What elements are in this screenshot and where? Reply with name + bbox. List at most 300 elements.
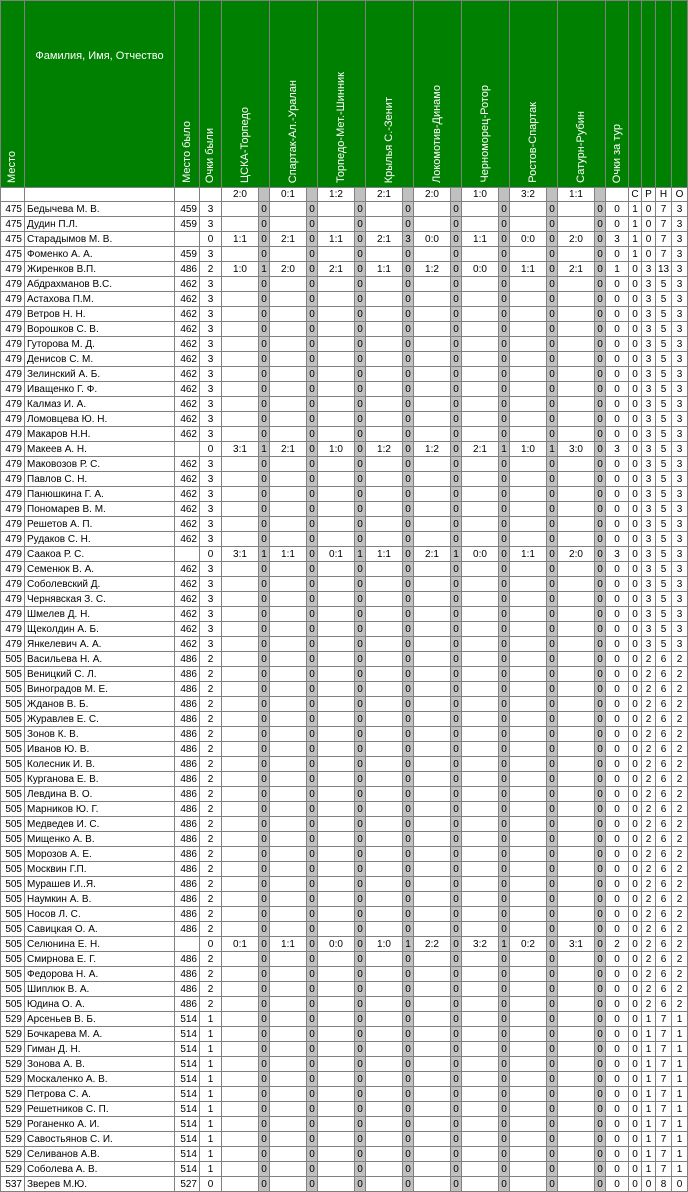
prediction-cell xyxy=(462,397,499,412)
match-points-cell: 0 xyxy=(451,652,462,667)
match-points-cell: 0 xyxy=(259,502,270,517)
place-before-cell: 514 xyxy=(175,1147,200,1162)
match-points-cell: 0 xyxy=(595,322,606,337)
match-points-cell: 0 xyxy=(403,637,414,652)
place-cell: 479 xyxy=(1,412,25,427)
match-points-cell: 0 xyxy=(547,922,558,937)
header-blank-2 xyxy=(642,1,656,188)
points-before-cell: 2 xyxy=(200,877,222,892)
match-points-cell: 0 xyxy=(355,1117,366,1132)
prediction-cell xyxy=(270,322,307,337)
p-cell: 3 xyxy=(642,397,656,412)
prediction-cell xyxy=(510,967,547,982)
name-cell: Гуторова М. Д. xyxy=(25,337,175,352)
match-points-cell: 0 xyxy=(595,787,606,802)
match-points-cell: 0 xyxy=(547,1102,558,1117)
points-before-cell: 2 xyxy=(200,862,222,877)
s-cell: 0 xyxy=(629,1177,642,1192)
name-cell: Морозов А. Е. xyxy=(25,847,175,862)
match-points-cell: 0 xyxy=(451,967,462,982)
place-cell: 505 xyxy=(1,712,25,727)
prediction-cell xyxy=(558,607,595,622)
o-cell: 2 xyxy=(672,922,688,937)
match-points-cell: 0 xyxy=(499,697,510,712)
table-row xyxy=(1,292,688,307)
points-before-cell: 2 xyxy=(200,757,222,772)
match-points-cell: 0 xyxy=(499,547,510,562)
o-cell: 1 xyxy=(672,1117,688,1132)
match-points-cell: 0 xyxy=(307,427,318,442)
match-points-cell: 0 xyxy=(499,532,510,547)
prediction-cell xyxy=(510,397,547,412)
match-points-cell: 0 xyxy=(259,217,270,232)
n-cell: 6 xyxy=(656,922,672,937)
place-cell: 479 xyxy=(1,517,25,532)
place-cell: 479 xyxy=(1,337,25,352)
match-points-cell: 0 xyxy=(451,217,462,232)
prediction-cell xyxy=(414,1072,451,1087)
header-points-before: Очки были xyxy=(200,1,222,188)
s-cell: 0 xyxy=(629,1057,642,1072)
match-points-cell: 0 xyxy=(403,652,414,667)
prediction-cell xyxy=(222,1147,259,1162)
place-cell: 529 xyxy=(1,1117,25,1132)
match-points-cell: 0 xyxy=(403,877,414,892)
prediction-cell xyxy=(270,757,307,772)
prediction-cell xyxy=(366,952,403,967)
match-points-cell: 0 xyxy=(259,982,270,997)
prediction-cell: 3:2 xyxy=(462,937,499,952)
n-cell: 5 xyxy=(656,592,672,607)
points-before-cell: 3 xyxy=(200,562,222,577)
match-points-cell: 1 xyxy=(403,937,414,952)
table-row xyxy=(1,1147,688,1162)
p-cell: 3 xyxy=(642,487,656,502)
o-cell: 2 xyxy=(672,682,688,697)
p-cell: 2 xyxy=(642,922,656,937)
p-cell: 2 xyxy=(642,667,656,682)
prediction-cell xyxy=(222,1027,259,1042)
n-cell: 5 xyxy=(656,322,672,337)
match-points-cell: 0 xyxy=(499,517,510,532)
name-cell: Роганенко А. И. xyxy=(25,1117,175,1132)
match-result: 0:1 xyxy=(270,188,307,202)
prediction-cell xyxy=(558,532,595,547)
name-cell: Медведев И. С. xyxy=(25,817,175,832)
match-points-cell: 0 xyxy=(355,352,366,367)
match-points-cell: 0 xyxy=(355,637,366,652)
prediction-cell xyxy=(462,382,499,397)
match-points-cell: 0 xyxy=(403,967,414,982)
match-points-cell: 0 xyxy=(547,1132,558,1147)
o-cell: 2 xyxy=(672,742,688,757)
prediction-cell xyxy=(558,787,595,802)
match-points-cell: 0 xyxy=(595,1057,606,1072)
o-cell: 1 xyxy=(672,1087,688,1102)
prediction-cell xyxy=(318,1147,355,1162)
match-points-cell: 0 xyxy=(307,1147,318,1162)
n-cell: 7 xyxy=(656,1087,672,1102)
match-points-cell: 0 xyxy=(259,607,270,622)
n-cell: 7 xyxy=(656,1057,672,1072)
o-cell: 3 xyxy=(672,547,688,562)
prediction-cell xyxy=(510,1027,547,1042)
table-row xyxy=(1,847,688,862)
match-points-cell: 0 xyxy=(403,667,414,682)
prediction-cell xyxy=(462,802,499,817)
points-before-cell: 2 xyxy=(200,772,222,787)
prediction-cell xyxy=(558,1177,595,1192)
match-points-cell: 0 xyxy=(403,262,414,277)
match-points-cell: 0 xyxy=(307,457,318,472)
prediction-cell xyxy=(414,697,451,712)
prediction-cell xyxy=(462,982,499,997)
place-before-cell: 486 xyxy=(175,892,200,907)
match-points-cell: 0 xyxy=(451,847,462,862)
n-cell: 5 xyxy=(656,487,672,502)
prediction-cell xyxy=(318,217,355,232)
match-points-cell: 0 xyxy=(451,712,462,727)
name-cell: Колесник И. В. xyxy=(25,757,175,772)
tour-points-cell: 0 xyxy=(606,997,629,1012)
prediction-cell xyxy=(462,217,499,232)
match-points-cell: 0 xyxy=(451,907,462,922)
n-cell: 6 xyxy=(656,862,672,877)
s-cell: 0 xyxy=(629,397,642,412)
place-cell: 505 xyxy=(1,937,25,952)
prediction-cell xyxy=(558,577,595,592)
p-cell: 2 xyxy=(642,877,656,892)
tour-points-cell: 0 xyxy=(606,322,629,337)
prediction-cell xyxy=(270,847,307,862)
prediction-cell xyxy=(414,277,451,292)
p-cell: 0 xyxy=(642,217,656,232)
match-points-cell: 0 xyxy=(259,802,270,817)
name-cell: Иванов Ю. В. xyxy=(25,742,175,757)
match-points-cell: 0 xyxy=(595,307,606,322)
n-cell: 5 xyxy=(656,397,672,412)
prediction-cell xyxy=(222,412,259,427)
prediction-cell xyxy=(510,697,547,712)
match-points-cell: 0 xyxy=(499,712,510,727)
s-cell: 0 xyxy=(629,262,642,277)
prediction-cell xyxy=(414,892,451,907)
prediction-cell xyxy=(462,592,499,607)
match-points-cell: 0 xyxy=(547,487,558,502)
prediction-cell xyxy=(510,1057,547,1072)
points-before-cell: 3 xyxy=(200,637,222,652)
match-points-cell: 0 xyxy=(547,772,558,787)
match-points-cell: 0 xyxy=(595,457,606,472)
prediction-cell xyxy=(462,1132,499,1147)
match-points-cell: 0 xyxy=(499,1012,510,1027)
prediction-cell xyxy=(318,1087,355,1102)
match-points-cell: 0 xyxy=(595,1102,606,1117)
s-cell: 0 xyxy=(629,892,642,907)
s-cell: 0 xyxy=(629,427,642,442)
prediction-cell xyxy=(318,397,355,412)
match-points-cell: 0 xyxy=(499,562,510,577)
prediction-cell xyxy=(222,592,259,607)
p-cell: 2 xyxy=(642,787,656,802)
tour-points-cell: 0 xyxy=(606,502,629,517)
tour-points-cell: 0 xyxy=(606,922,629,937)
p-cell: 3 xyxy=(642,337,656,352)
match-points-cell: 0 xyxy=(307,577,318,592)
tour-points-cell: 0 xyxy=(606,967,629,982)
match-points-cell: 0 xyxy=(451,232,462,247)
match-points-cell: 0 xyxy=(499,862,510,877)
prediction-cell xyxy=(510,1012,547,1027)
place-cell: 505 xyxy=(1,757,25,772)
prediction-cell xyxy=(270,1012,307,1027)
match-points-cell: 0 xyxy=(403,997,414,1012)
match-points-cell: 0 xyxy=(499,487,510,502)
prediction-cell xyxy=(414,322,451,337)
match-points-cell: 0 xyxy=(355,877,366,892)
p-cell: 3 xyxy=(642,562,656,577)
prediction-cell xyxy=(462,1177,499,1192)
match-points-cell: 0 xyxy=(307,592,318,607)
tour-points-cell: 0 xyxy=(606,697,629,712)
match-points-cell: 0 xyxy=(259,637,270,652)
match-points-cell: 0 xyxy=(355,712,366,727)
match-points-cell: 0 xyxy=(451,1072,462,1087)
match-points-cell: 0 xyxy=(355,592,366,607)
prediction-cell xyxy=(318,352,355,367)
table-row xyxy=(1,442,688,457)
match-points-cell: 0 xyxy=(403,742,414,757)
prediction-cell xyxy=(318,1057,355,1072)
place-cell: 479 xyxy=(1,502,25,517)
n-cell: 5 xyxy=(656,427,672,442)
points-before-cell: 3 xyxy=(200,577,222,592)
prediction-cell xyxy=(462,277,499,292)
prediction-cell xyxy=(414,562,451,577)
n-cell: 5 xyxy=(656,337,672,352)
match-points-cell: 1 xyxy=(499,937,510,952)
table-row xyxy=(1,652,688,667)
o-cell: 3 xyxy=(672,502,688,517)
match-points-cell: 0 xyxy=(307,1117,318,1132)
match-points-cell: 0 xyxy=(451,337,462,352)
match-points-cell: 0 xyxy=(355,682,366,697)
match-points-cell: 0 xyxy=(403,802,414,817)
name-cell: Соболевский Д. xyxy=(25,577,175,592)
prediction-cell xyxy=(318,1117,355,1132)
s-cell: 0 xyxy=(629,322,642,337)
prediction-cell xyxy=(462,997,499,1012)
match-points-cell: 0 xyxy=(259,892,270,907)
name-cell: Саакоа Р. С. xyxy=(25,547,175,562)
name-cell: Семенюк В. А. xyxy=(25,562,175,577)
place-before-cell: 514 xyxy=(175,1072,200,1087)
match-points-cell: 0 xyxy=(307,892,318,907)
o-cell: 3 xyxy=(672,622,688,637)
tour-points-cell: 0 xyxy=(606,757,629,772)
n-cell: 5 xyxy=(656,547,672,562)
match-points-cell: 0 xyxy=(355,997,366,1012)
match-points-cell: 0 xyxy=(451,1027,462,1042)
match-points-cell: 0 xyxy=(403,577,414,592)
match-points-cell: 0 xyxy=(403,952,414,967)
place-before-cell: 462 xyxy=(175,577,200,592)
prediction-cell xyxy=(558,727,595,742)
points-before-cell: 3 xyxy=(200,202,222,217)
prediction-cell xyxy=(558,1117,595,1132)
match-points-cell: 0 xyxy=(403,682,414,697)
o-cell: 1 xyxy=(672,1027,688,1042)
table-row xyxy=(1,757,688,772)
place-cell: 505 xyxy=(1,727,25,742)
prediction-cell xyxy=(558,682,595,697)
place-before-cell: 486 xyxy=(175,997,200,1012)
p-cell: 3 xyxy=(642,532,656,547)
n-cell: 7 xyxy=(656,1027,672,1042)
match-points-cell: 0 xyxy=(499,952,510,967)
place-before-cell: 462 xyxy=(175,472,200,487)
p-cell: 2 xyxy=(642,742,656,757)
prediction-cell: 2:0 xyxy=(270,262,307,277)
prediction-cell xyxy=(318,1027,355,1042)
place-before-cell: 462 xyxy=(175,622,200,637)
p-cell: 3 xyxy=(642,367,656,382)
place-before-cell: 486 xyxy=(175,817,200,832)
o-cell: 0 xyxy=(672,1177,688,1192)
prediction-cell xyxy=(510,427,547,442)
place-before-cell: 486 xyxy=(175,907,200,922)
match-points-cell: 0 xyxy=(355,1027,366,1042)
prediction-cell xyxy=(510,1072,547,1087)
n-cell: 6 xyxy=(656,982,672,997)
match-points-cell: 0 xyxy=(595,232,606,247)
n-cell: 5 xyxy=(656,517,672,532)
n-cell: 7 xyxy=(656,1147,672,1162)
name-cell: Юдина О. А. xyxy=(25,997,175,1012)
prediction-cell xyxy=(318,502,355,517)
tour-points-cell: 0 xyxy=(606,1147,629,1162)
match-points-cell: 0 xyxy=(451,592,462,607)
prediction-cell xyxy=(414,757,451,772)
place-before-cell: 462 xyxy=(175,412,200,427)
place-before-cell: 486 xyxy=(175,697,200,712)
name-cell: Шиплюк В. А. xyxy=(25,982,175,997)
prediction-cell xyxy=(366,1147,403,1162)
points-before-cell: 2 xyxy=(200,907,222,922)
prediction-cell xyxy=(366,217,403,232)
prediction-cell xyxy=(270,217,307,232)
match-points-cell: 0 xyxy=(403,712,414,727)
tour-points-cell: 0 xyxy=(606,1132,629,1147)
place-before-cell: 486 xyxy=(175,862,200,877)
prediction-cell xyxy=(270,562,307,577)
prediction-cell xyxy=(558,397,595,412)
match-points-cell: 0 xyxy=(307,907,318,922)
prediction-cell xyxy=(558,1147,595,1162)
n-cell: 5 xyxy=(656,502,672,517)
table-row xyxy=(1,382,688,397)
table-row xyxy=(1,937,688,952)
prediction-cell xyxy=(462,772,499,787)
s-cell: 0 xyxy=(629,937,642,952)
prediction-cell xyxy=(510,292,547,307)
match-points-cell: 0 xyxy=(355,667,366,682)
prediction-cell xyxy=(414,817,451,832)
table-row xyxy=(1,832,688,847)
match-points-cell: 0 xyxy=(259,727,270,742)
n-cell: 7 xyxy=(656,1132,672,1147)
match-points-cell: 0 xyxy=(595,1132,606,1147)
prediction-cell xyxy=(366,1042,403,1057)
prediction-cell xyxy=(366,982,403,997)
match-points-cell: 0 xyxy=(259,1147,270,1162)
match-result: 2:0 xyxy=(414,188,451,202)
table-row xyxy=(1,532,688,547)
match-points-cell: 0 xyxy=(403,442,414,457)
points-before-cell: 1 xyxy=(200,1072,222,1087)
o-cell: 2 xyxy=(672,817,688,832)
prediction-cell xyxy=(462,1147,499,1162)
n-cell: 5 xyxy=(656,472,672,487)
p-cell: 2 xyxy=(642,892,656,907)
prediction-cell xyxy=(270,1117,307,1132)
o-cell: 3 xyxy=(672,382,688,397)
match-points-cell: 0 xyxy=(259,757,270,772)
match-points-cell: 0 xyxy=(451,262,462,277)
o-cell: 2 xyxy=(672,862,688,877)
p-cell: 2 xyxy=(642,952,656,967)
place-before-cell: 486 xyxy=(175,787,200,802)
prediction-cell xyxy=(462,1057,499,1072)
tour-points-cell: 0 xyxy=(606,1027,629,1042)
match-points-cell: 0 xyxy=(499,577,510,592)
match-points-cell: 0 xyxy=(595,367,606,382)
prediction-cell xyxy=(462,697,499,712)
prediction-cell xyxy=(462,907,499,922)
points-before-cell: 2 xyxy=(200,967,222,982)
n-cell: 6 xyxy=(656,967,672,982)
prediction-cell xyxy=(462,847,499,862)
prediction-cell xyxy=(270,832,307,847)
results-row xyxy=(1,188,688,202)
prediction-cell xyxy=(366,1072,403,1087)
match-points-cell: 0 xyxy=(451,397,462,412)
place-cell: 479 xyxy=(1,277,25,292)
prediction-cell xyxy=(510,1147,547,1162)
prediction-cell xyxy=(270,532,307,547)
place-cell: 479 xyxy=(1,637,25,652)
points-before-cell: 3 xyxy=(200,337,222,352)
match-points-cell: 0 xyxy=(547,367,558,382)
points-before-cell: 1 xyxy=(200,1087,222,1102)
o-cell: 2 xyxy=(672,967,688,982)
name-cell: Мурашев И..Я. xyxy=(25,877,175,892)
place-before-cell: 486 xyxy=(175,922,200,937)
prediction-cell xyxy=(318,637,355,652)
name-cell: Носов Л. С. xyxy=(25,907,175,922)
s-cell: 0 xyxy=(629,412,642,427)
match-points-cell: 0 xyxy=(259,952,270,967)
match-points-cell: 0 xyxy=(259,1102,270,1117)
prediction-cell: 2:1 xyxy=(558,262,595,277)
match-points-cell: 0 xyxy=(307,262,318,277)
s-cell: 0 xyxy=(629,532,642,547)
prediction-cell xyxy=(318,757,355,772)
place-before-cell: 486 xyxy=(175,772,200,787)
match-points-cell: 0 xyxy=(403,517,414,532)
match-points-cell: 0 xyxy=(451,1132,462,1147)
tour-points-cell: 0 xyxy=(606,1042,629,1057)
